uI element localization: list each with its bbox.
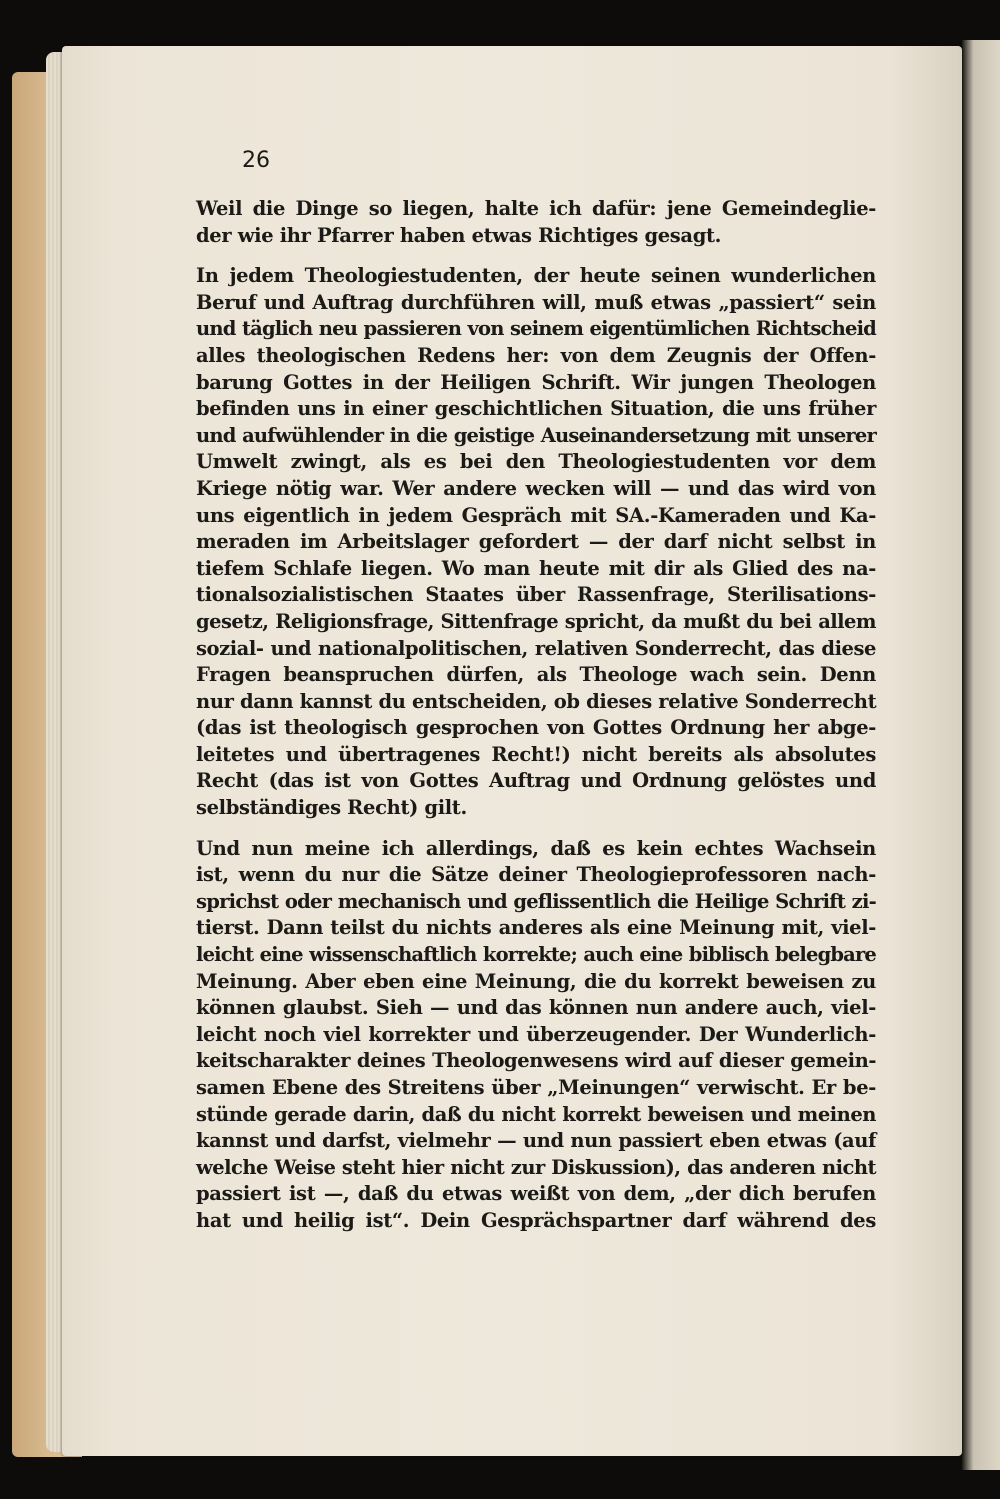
text-line: ist, wenn du nur die Sätze deiner Theologieprofessoren nach- [196,863,876,887]
text-line: (das ist theologisch gesprochen von Gottes Ordnung her abge- [196,716,876,740]
text-line: sozial- und nationalpolitischen, relativen Sonderrecht, das diese [196,636,876,660]
text-line: selbständiges Recht) gilt. [196,796,467,820]
paragraph-2 [196,263,876,821]
text-line: Und nun meine ich allerdings, daß es kein echtes Wachsein [196,836,876,860]
facing-page-edge [962,40,1000,1470]
paragraph-3 [196,836,876,1235]
text-line: Recht (das ist von Gottes Auftrag und Ordnung gelöstes und [196,769,876,793]
text-line: keitscharakter deines Theologenwesens wird auf dieser gemein- [196,1049,876,1073]
text-line: leicht eine wissenschaftlich korrekte; auch eine biblisch belegbare [196,943,876,967]
text-line: welche Weise steht hier nicht zur Diskussion), das anderen nicht [196,1155,876,1179]
text-line: können glaubst. Sieh — und das können nun andere auch, viel- [196,996,876,1020]
text-line: uns eigentlich in jedem Gespräch mit SA.-Kameraden und Ka- [196,503,876,527]
text-line: sprichst oder mechanisch und geflissentlich die Heilige Schrift zi- [196,889,876,913]
text-line: tionalsozialistischen Staates über Rassenfrage, Sterilisations- [196,583,876,607]
text-line: passiert ist —, daß du etwas weißt von dem, „der dich berufen [196,1182,876,1206]
text-line: leitetes und übertragenes Recht!) nicht bereits als absolutes [196,742,876,766]
page-number: 26 [242,148,270,173]
text-line: meraden im Arbeitslager gefordert — der darf nicht selbst in [196,530,876,554]
text-line: kannst und darfst, vielmehr — und nun passiert eben etwas (auf [196,1129,876,1153]
text-line: samen Ebene des Streitens über „Meinungen“ verwischt. Er be- [196,1076,876,1099]
paragraph-1 [196,196,876,249]
text-line: Kriege nötig war. Wer andere wecken will — und das wird von [196,476,876,500]
text-line: befinden uns in einer geschichtlichen Situation, die uns früher [196,397,876,421]
text-line: stünde gerade darin, daß du nicht korrekt beweisen und meinen [196,1102,876,1126]
text-line: Meinung. Aber eben eine Meinung, die du korrekt beweisen zu [196,969,876,993]
text-line: leicht noch viel korrekter und überzeugender. Der Wunderlich- [196,1022,876,1046]
text-line: der wie ihr Pfarrer haben etwas Richtiges gesagt. [196,223,722,247]
text-line: Umwelt zwingt, als es bei den Theologiestudenten vor dem [196,450,876,474]
page-text [196,148,876,1249]
text-line: barung Gottes in der Heiligen Schrift. Wir jungen Theologen [196,370,876,394]
text-line: und täglich neu passieren von seinem eigentümlichen Richtscheid [196,317,876,341]
text-line: nur dann kannst du entscheiden, ob dieses relative Sonderrecht [196,689,877,713]
text-line: tiefem Schlafe liegen. Wo man heute mit dir als Glied des na- [196,556,876,580]
text-line: hat und heilig ist“. Dein Gesprächspartner darf während des [196,1208,876,1232]
text-line: Fragen beanspruchen dürfen, als Theologe wach sein. Denn [196,663,876,687]
text-line: tierst. Dann teilst du nichts anderes als eine Meinung mit, viel- [196,916,876,940]
text-line: und aufwühlender in die geistige Auseinandersetzung mit unserer [196,423,876,447]
text-line: Weil die Dinge so liegen, halte ich dafür: jene Gemeindeglie- [196,197,876,220]
text-line: alles theologischen Redens her: von dem Zeugnis der Offen- [196,343,876,367]
text-line: In jedem Theologiestudenten, der heute seinen wunderlichen [196,264,876,288]
text-line: gesetz, Religionsfrage, Sittenfrage spricht, da mußt du bei allem [196,609,876,633]
text-line: Beruf und Auftrag durchführen will, muß etwas „passiert“ sein [196,290,876,314]
